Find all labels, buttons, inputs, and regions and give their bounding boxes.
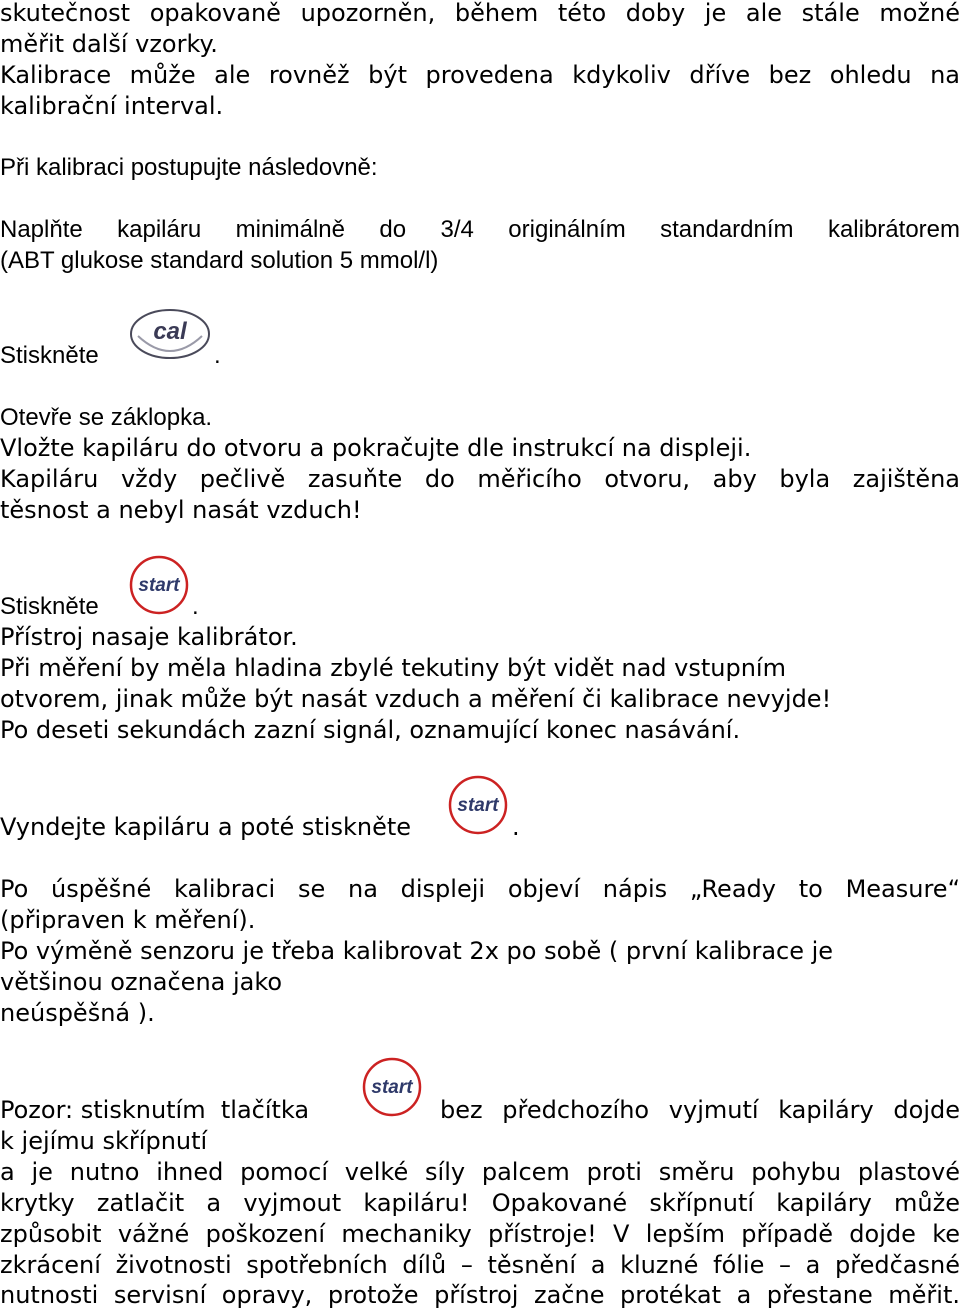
text-line: a je nutno ihned pomocí velké síly palcem proti směru pohybu plastové [0,1158,960,1186]
text-line: Otevře se záklopka. [0,404,213,431]
text-line: Při měření by měla hladina zbylé tekutiny být vidět nad vstupním [0,654,786,682]
start-button-icon [447,774,509,836]
start-button-icon [128,554,190,616]
text-line: Pozor: stisknutím tlačítka [0,1096,310,1124]
text-line: Naplňte kapiláru minimálně do 3/4 originálním standardním kalibrátorem [0,216,960,243]
text-line: Po úspěšné kalibraci se na displeji objeví nápis „Ready to Measure“ [0,875,960,903]
text-line: způsobit vážné poškození mechaniky přístroje! V lepším případě dojde ke [0,1220,960,1248]
text-line: nutnosti servisní opravy, protože přístroj začne protékat a přestane měřit. [0,1281,960,1309]
text-line: Stiskněte [0,342,99,369]
text-line: Vyndejte kapiláru a poté stiskněte [0,813,412,841]
start-button-icon [361,1056,423,1118]
text-line: skutečnost opakovaně upozorněn, během této doby je ale stále možné [0,0,960,27]
text-line: Při kalibraci postupujte následovně: [0,154,378,181]
text-line: kalibrační interval. [0,92,224,120]
text-line: . [214,342,221,369]
text-line: Přístroj nasaje kalibrátor. [0,623,298,651]
text-line: . [192,593,199,620]
text-line: . [512,813,520,841]
text-line: zkrácení životnosti spotřebních dílů – těsnění a kluzné fólie – a předčasné [0,1251,960,1279]
text-line: neúspěšná ). [0,999,155,1027]
svg-text:start: start [457,795,499,816]
text-line: bez předchozího vyjmutí kapiláry dojde [440,1096,960,1124]
cal-button-icon [128,306,212,362]
text-line: těsnost a nebyl nasát vzduch! [0,496,362,524]
text-line: většinou označena jako [0,968,283,996]
text-line: (ABT glukose standard solution 5 mmol/l) [0,247,439,274]
text-line: Vložte kapiláru do otvoru a pokračujte dle instrukcí na displeji. [0,434,752,462]
text-line: Kalibrace může ale rovněž být provedena kdykoliv dříve bez ohledu na [0,61,960,89]
svg-text:start: start [138,575,180,596]
text-line: otvorem, jinak může být nasát vzduch a měření či kalibrace nevyjde! [0,685,832,713]
text-line: krytky zatlačit a vyjmout kapiláru! Opakované skřípnutí kapiláry může [0,1189,960,1217]
text-line: Po výměně senzoru je třeba kalibrovat 2x po sobě ( první kalibrace je [0,937,834,965]
text-line: Kapiláru vždy pečlivě zasuňte do měřicího otvoru, aby byla zajištěna [0,465,960,493]
text-line: Stiskněte [0,593,99,620]
text-line: Po deseti sekundách zazní signál, oznamující konec nasávání. [0,716,741,744]
text-line: k jejímu skřípnutí [0,1127,208,1155]
text-line: (připraven k měření). [0,906,256,934]
text-line: měřit další vzorky. [0,30,218,58]
svg-text:cal: cal [153,318,187,345]
svg-text:start: start [371,1077,413,1098]
